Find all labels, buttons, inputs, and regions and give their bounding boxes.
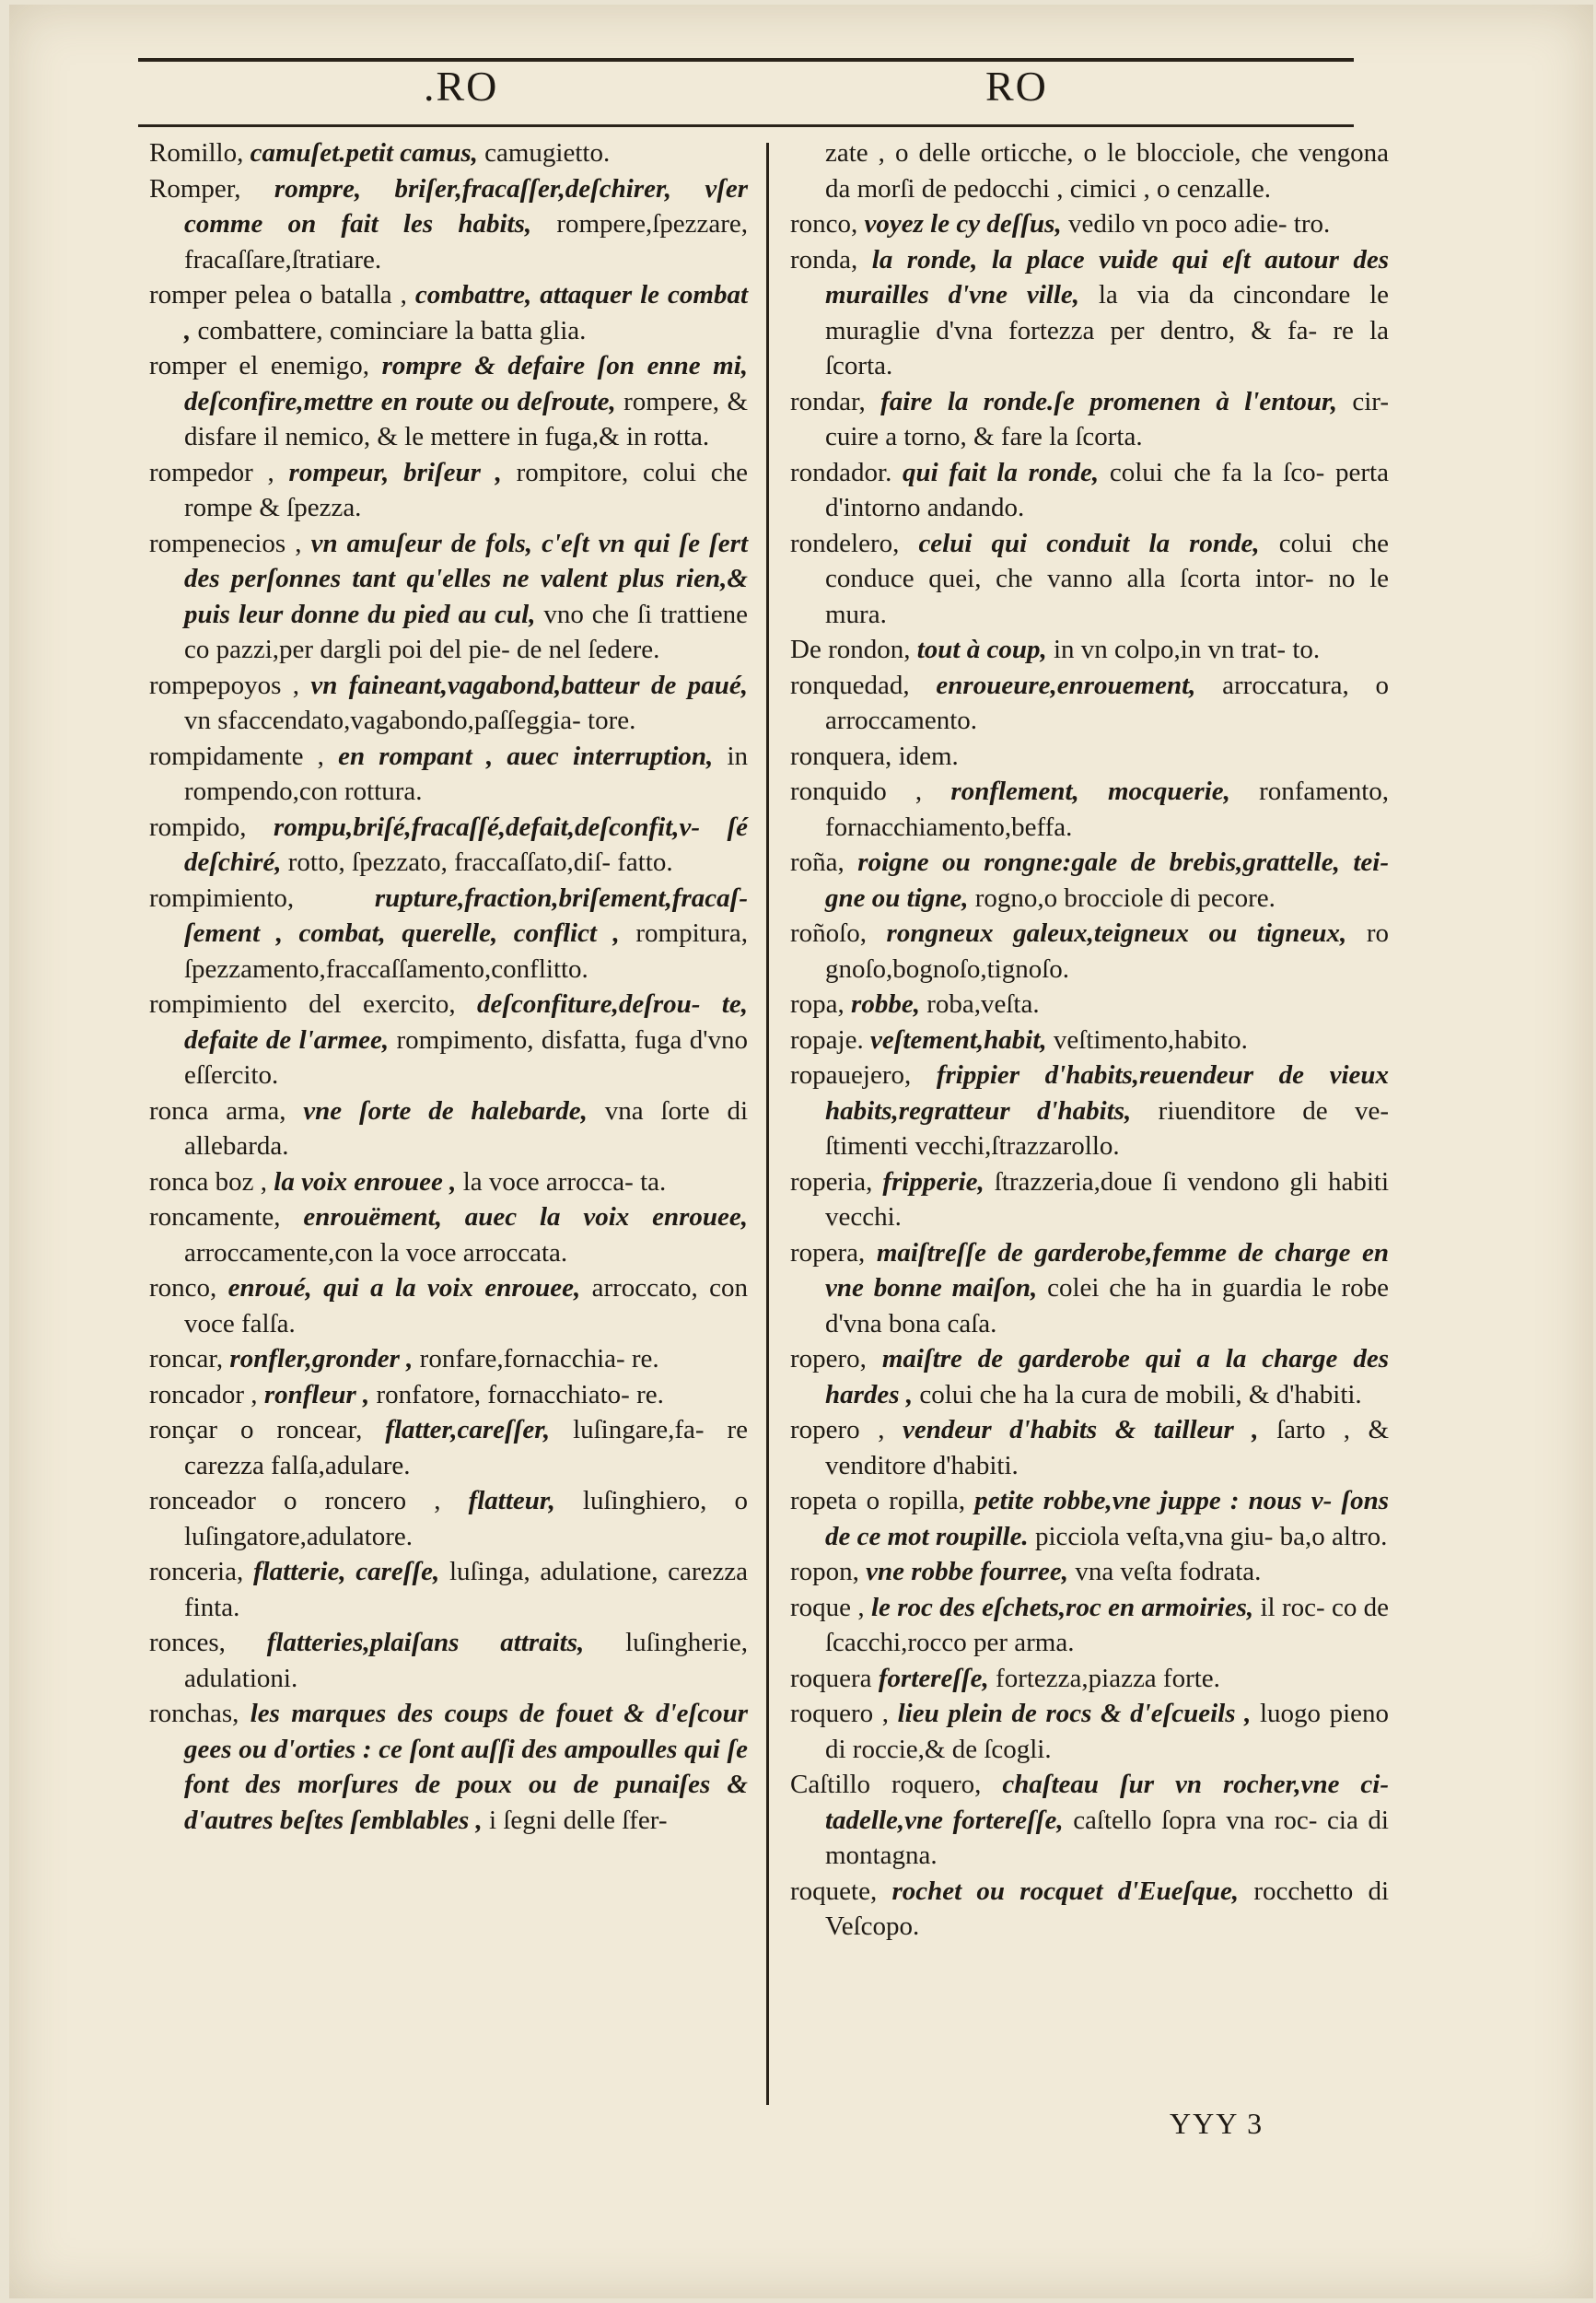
entry-headword: romper pelea o batalla , bbox=[149, 280, 407, 310]
entry-headword: Romper, bbox=[149, 173, 241, 204]
entry-headword: rondelero, bbox=[790, 528, 900, 558]
entry-headword: ropaje. bbox=[790, 1024, 864, 1055]
entry-headword: ropero , bbox=[790, 1415, 885, 1444]
entry-italian: arroccamente,con la voce arroccata. bbox=[184, 1237, 568, 1268]
entry-italian: zate , o delle orticche, o le blocciole, che vengona da morſi de pedocchi , cimici , o cenzalle. bbox=[825, 138, 1389, 204]
left-column bbox=[149, 135, 748, 1838]
entry-headword: roñoſo, bbox=[790, 918, 867, 948]
entry-italian: colui che ha la cura de mobili, & d'habiti. bbox=[919, 1379, 1362, 1409]
entry-french: faire la ronde.ſe promenen à l'entour, bbox=[880, 386, 1337, 416]
dictionary-entry bbox=[149, 277, 748, 348]
entry-headword: ronco, bbox=[790, 209, 858, 239]
dictionary-entry bbox=[790, 668, 1389, 739]
dictionary-entry bbox=[790, 384, 1389, 455]
entry-french: maiſtre de garderobe qui a la charge des hardes , bbox=[825, 1344, 1390, 1409]
dictionary-entry bbox=[149, 1377, 748, 1413]
dictionary-entry bbox=[790, 1235, 1389, 1342]
dictionary-entry bbox=[790, 1590, 1389, 1661]
entry-french: fortereſſe, bbox=[878, 1663, 989, 1693]
entry-italian: picciola veſta,vna giu- ba,o altro. bbox=[1034, 1521, 1388, 1551]
dictionary-entry bbox=[149, 881, 748, 988]
dictionary-entry bbox=[149, 1341, 748, 1377]
entry-headword: ropera, bbox=[790, 1237, 866, 1268]
entry-headword: ronco, bbox=[149, 1273, 217, 1303]
entry-headword: ropa, bbox=[790, 989, 845, 1019]
entry-french: rochet ou rocquet d'Eueſque, bbox=[891, 1876, 1240, 1906]
entry-headword: ronquedad, bbox=[790, 670, 910, 700]
entry-headword: ropon, bbox=[790, 1557, 859, 1586]
entry-headword: rompedor , bbox=[149, 457, 274, 487]
entry-french: veſtement,habit, bbox=[869, 1024, 1047, 1055]
dictionary-entry bbox=[790, 1554, 1389, 1590]
entry-french: lieu plein de rocs & d'eſcueils , bbox=[897, 1699, 1252, 1728]
entry-italian: la voce arrocca- ta. bbox=[462, 1166, 667, 1197]
dictionary-entry bbox=[790, 1412, 1389, 1483]
entry-headword: De rondon, bbox=[790, 635, 911, 664]
entry-headword: ronceador o roncero , bbox=[149, 1486, 441, 1515]
entry-french: petite robbe,vne juppe : nous v- ſons de ce mot roupille. bbox=[825, 1486, 1389, 1551]
entry-headword: ronces, bbox=[149, 1628, 226, 1657]
entry-italian: ronfatore, fornacchiato- re. bbox=[376, 1379, 664, 1409]
entry-italian: fortezza,piazza forte. bbox=[996, 1663, 1220, 1693]
entry-headword: ronçar o roncear, bbox=[149, 1415, 363, 1444]
entry-french: le roc des eſchets,roc en armoiries, bbox=[870, 1592, 1254, 1622]
entry-french: la voix enrouee , bbox=[274, 1166, 457, 1197]
book-page bbox=[9, 5, 1593, 2298]
entry-headword: rompido, bbox=[149, 812, 247, 842]
entry-headword: ronceria, bbox=[149, 1557, 244, 1586]
entry-headword: ronquido , bbox=[790, 777, 923, 806]
dictionary-entry bbox=[790, 1164, 1389, 1235]
entry-headword: Caſtillo roquero, bbox=[790, 1770, 982, 1799]
dictionary-entry bbox=[790, 526, 1389, 633]
dictionary-entry bbox=[790, 916, 1389, 987]
entry-italian: rompere, & disfare il nemico, & le mettere in fuga,& in rotta. bbox=[184, 386, 748, 451]
dictionary-entry bbox=[149, 171, 748, 278]
entry-headword: ropeta o ropilla, bbox=[790, 1486, 966, 1515]
entry-french: ronfleur , bbox=[263, 1379, 370, 1409]
running-head-left: .RO bbox=[424, 63, 499, 110]
entry-italian: cir- cuire a torno, & fare la ſcorta. bbox=[825, 386, 1390, 451]
dictionary-entry bbox=[149, 1554, 748, 1625]
entry-headword: rompenecios , bbox=[149, 528, 302, 558]
entry-french: frippier d'habits,reuendeur de vieux habits,regratteur d'habits, bbox=[825, 1060, 1390, 1126]
dictionary-entry bbox=[790, 774, 1389, 845]
entry-french: chaſteau ſur vn rocher,vne ci- tadelle,vne fortereſſe, bbox=[825, 1770, 1389, 1835]
entry-italian: ronfamento, fornacchiamento,beffa. bbox=[825, 777, 1390, 842]
entry-italian: colei che ha in guardia le robe d'vna bona caſa. bbox=[825, 1273, 1389, 1339]
entry-italian: rocchetto di Veſcopo. bbox=[825, 1876, 1389, 1941]
entry-french: rompeur, briſeur , bbox=[288, 457, 502, 487]
entry-italian: in rompendo,con rottura. bbox=[184, 741, 748, 806]
entry-italian: vn sfaccendato,vagabondo,paſſeggia- tore. bbox=[184, 706, 636, 735]
entry-french: camuſet.petit camus, bbox=[250, 138, 478, 168]
dictionary-entry bbox=[149, 1093, 748, 1164]
entry-italian: rompimento, disfatta, fuga d'vno eſſercito. bbox=[184, 1024, 749, 1090]
entry-french: enrouëment, auec la voix enrouee, bbox=[303, 1202, 748, 1232]
entry-italian: vno che ſi trattiene co pazzi,per dargli poi del pie- de nel ſedere. bbox=[184, 599, 749, 664]
dictionary-entry bbox=[790, 987, 1389, 1023]
entry-italian: luſingherie, adulationi. bbox=[184, 1628, 748, 1693]
column-divider bbox=[766, 143, 769, 2105]
entry-italian: la via da cincondare le muraglie d'vna fortezza per dentro, & fa- re la ſcorta. bbox=[825, 280, 1390, 380]
entry-italian: ſtrazzeria,doue ſi vendono gli habiti vecchi. bbox=[825, 1166, 1390, 1232]
dictionary-entry bbox=[149, 739, 748, 810]
dictionary-entry bbox=[149, 1270, 748, 1341]
dictionary-entry bbox=[790, 1341, 1389, 1412]
entry-french: celui qui conduit la ronde, bbox=[918, 528, 1260, 558]
entry-french: flatteur, bbox=[468, 1486, 555, 1515]
entry-french: rompu,briſé,fracaſſé,defait,deſconfit,v- ſé deſchiré, bbox=[184, 812, 748, 877]
entry-french: la ronde, la place vuide qui eſt autour des murailles d'vne ville, bbox=[825, 244, 1389, 310]
dictionary-entry bbox=[149, 810, 748, 881]
entry-italian: ſarto , & venditore d'habiti. bbox=[825, 1415, 1390, 1480]
dictionary-entry bbox=[790, 1058, 1389, 1164]
dictionary-entry bbox=[790, 632, 1389, 668]
entry-french: les marques des coups de fouet & d'eſcour gees ou d'orties : ce ſont auſſi des ampoulles qui ſe font des morſures de poux ou de punaiſes & d'autres beſtes ſemblables , bbox=[184, 1699, 748, 1835]
signature-mark: YYY 3 bbox=[1170, 2107, 1264, 2140]
dictionary-entry bbox=[149, 455, 748, 526]
entry-headword: roña, bbox=[790, 848, 845, 877]
dictionary-entry bbox=[790, 206, 1389, 242]
entry-headword: rompidamente , bbox=[149, 741, 324, 771]
entry-french: deſconfiture,deſrou- te, defaite de l'armee, bbox=[184, 989, 748, 1055]
entry-headword: rompimiento del exercito, bbox=[149, 989, 456, 1019]
entry-french: voyez le cy deſſus, bbox=[864, 209, 1062, 239]
entry-french: fripperie, bbox=[882, 1166, 984, 1197]
entry-italian: luſinghiero, o luſingatore,adulatore. bbox=[184, 1486, 748, 1551]
dictionary-entry bbox=[790, 1874, 1389, 1945]
entry-french: vne robbe fourree, bbox=[866, 1557, 1069, 1586]
entry-italian: rotto, ſpezzato, fraccaſſato,diſ- fatto. bbox=[287, 848, 673, 877]
dictionary-entry bbox=[149, 526, 748, 668]
entry-headword: ropauejero, bbox=[790, 1060, 912, 1090]
dictionary-entry bbox=[149, 1164, 748, 1200]
entry-italian: caſtello ſopra vna roc- cia di montagna. bbox=[825, 1805, 1389, 1870]
entry-headword: roncador , bbox=[149, 1379, 258, 1409]
dictionary-entry bbox=[790, 845, 1389, 916]
dictionary-entry bbox=[790, 1483, 1389, 1554]
dictionary-entry bbox=[790, 1696, 1389, 1767]
entry-headword: ropero, bbox=[790, 1344, 867, 1374]
entry-italian: combattere, cominciare la batta glia. bbox=[197, 315, 587, 345]
dictionary-entry bbox=[149, 135, 748, 171]
dictionary-entry bbox=[149, 1483, 748, 1554]
entry-italian: luogo pieno di roccie,& de ſcogli. bbox=[825, 1699, 1390, 1764]
entry-italian: arroccato, con voce falſa. bbox=[184, 1273, 748, 1339]
entry-french: vn faineant,vagabond,batteur de paué, bbox=[310, 670, 748, 700]
entry-french: roigne ou rongne:gale de brebis,grattelle, tei- gne ou tigne, bbox=[825, 848, 1389, 913]
entry-headword: roquete, bbox=[790, 1876, 878, 1906]
dictionary-entry bbox=[790, 1661, 1389, 1697]
entry-italian: riuenditore de ve- ſtimenti vecchi,ſtrazzarollo. bbox=[825, 1095, 1389, 1161]
entry-french: flatter,careſſer, bbox=[385, 1415, 551, 1444]
entry-headword: roncamente, bbox=[149, 1202, 281, 1232]
entry-french: tout à coup, bbox=[916, 635, 1047, 664]
entry-headword: roncar, bbox=[149, 1344, 224, 1374]
entry-italian: ronfare,fornacchia- re. bbox=[419, 1344, 659, 1374]
dictionary-entry bbox=[790, 135, 1389, 206]
entry-italian: camugietto. bbox=[484, 138, 611, 168]
dictionary-entry bbox=[149, 668, 748, 739]
entry-italian: roba,veſta. bbox=[926, 989, 1040, 1019]
entry-french: flatterie, careſſe, bbox=[252, 1557, 440, 1586]
entry-italian: il roc- co de ſcacchi,rocco per arma. bbox=[825, 1592, 1390, 1657]
entry-french: vn amuſeur de fols, c'eſt vn qui ſe ſert des perſonnes tant qu'elles ne valent plus rien,& puis leur donne du pied au cul, bbox=[184, 528, 749, 629]
entry-french: combattre, attaquer le combat , bbox=[184, 280, 749, 345]
running-head-right: RO bbox=[985, 63, 1048, 110]
entry-french: robbe, bbox=[851, 989, 920, 1019]
entry-italian: rompitura, ſpezzamento,fraccaſſamento,conflitto. bbox=[184, 918, 748, 984]
entry-french: vne ſorte de halebarde, bbox=[303, 1095, 588, 1126]
entry-italian: luſinga, adulatione, carezza finta. bbox=[184, 1557, 749, 1622]
entry-italian: colui che conduce quei, che vanno alla ſcorta intor- no le mura. bbox=[825, 528, 1390, 629]
entry-headword: ronquera, bbox=[790, 741, 892, 771]
entry-italian: veſtimento,habito. bbox=[1053, 1024, 1248, 1055]
entry-headword: ronchas, bbox=[149, 1699, 239, 1728]
dictionary-entry bbox=[790, 242, 1389, 384]
entry-french: flatteries,plaiſans attraits, bbox=[266, 1628, 585, 1657]
dictionary-entry bbox=[149, 1625, 748, 1696]
entry-headword: roquera bbox=[790, 1663, 872, 1693]
entry-french: rompre & defaire ſon enne mi, deſconfire,mettre en route ou deſroute, bbox=[184, 351, 749, 416]
entry-french: ronfler,gronder , bbox=[229, 1344, 414, 1374]
entry-headword: Romillo, bbox=[149, 138, 244, 168]
entry-headword: ronca arma, bbox=[149, 1095, 286, 1126]
entry-french: ronflement, mocquerie, bbox=[950, 777, 1230, 806]
entry-headword: ronda, bbox=[790, 244, 858, 275]
entry-italian: vedilo vn poco adie- tro. bbox=[1067, 209, 1331, 239]
entry-italian: vna ſorte di allebarda. bbox=[184, 1095, 749, 1161]
entry-french: enroueure,enrouement, bbox=[936, 670, 1196, 700]
dictionary-entry bbox=[149, 348, 748, 455]
entry-french: vendeur d'habits & tailleur , bbox=[902, 1415, 1259, 1444]
dictionary-entry bbox=[149, 1412, 748, 1483]
entry-italian: idem. bbox=[898, 741, 959, 771]
entry-italian: rogno,o brocciole di pecore. bbox=[974, 883, 1276, 913]
entry-french: rupture,fraction,briſement,fracaſ- ſement , combat, querelle, conflict , bbox=[184, 883, 748, 948]
top-rule bbox=[138, 58, 1354, 62]
entry-headword: ronca boz , bbox=[149, 1166, 268, 1197]
dictionary-entry bbox=[149, 1199, 748, 1270]
dictionary-entry bbox=[790, 739, 1389, 775]
entry-headword: roquero , bbox=[790, 1699, 890, 1728]
entry-french: rompre, briſer,fracaſſer,deſchirer, vſer comme on fait les habits, bbox=[184, 173, 749, 239]
entry-french: qui fait la ronde, bbox=[903, 457, 1100, 487]
dictionary-entry bbox=[790, 1767, 1389, 1874]
entry-headword: romper el enemigo, bbox=[149, 351, 369, 380]
entry-french: en rompant , auec interruption, bbox=[338, 741, 714, 771]
entry-headword: rondar, bbox=[790, 386, 866, 416]
header-rule bbox=[138, 124, 1354, 127]
entry-italian: in vn colpo,in vn trat- to. bbox=[1053, 635, 1321, 664]
right-column bbox=[790, 135, 1389, 1945]
entry-headword: roperia, bbox=[790, 1166, 873, 1197]
entry-italian: arroccatura, o arroccamento. bbox=[825, 670, 1390, 735]
entry-french: enroué, qui a la voix enrouee, bbox=[227, 1273, 581, 1303]
entry-headword: rompimiento, bbox=[149, 883, 295, 913]
dictionary-entry bbox=[790, 455, 1389, 526]
entry-italian: colui che fa la ſco- perta d'intorno andando. bbox=[825, 457, 1389, 522]
entry-italian: ro gnoſo,bognoſo,tignoſo. bbox=[825, 918, 1390, 984]
dictionary-entry bbox=[149, 987, 748, 1093]
entry-headword: rondador. bbox=[790, 457, 892, 487]
entry-italian: vna veſta fodrata. bbox=[1075, 1557, 1262, 1586]
dictionary-entry bbox=[149, 1696, 748, 1838]
entry-italian: rompere,ſpezzare, fracaſſare,ſtratiare. bbox=[184, 209, 749, 275]
entry-italian: luſingare,fa- re carezza falſa,adulare. bbox=[184, 1415, 749, 1480]
entry-french: rongneux galeux,teigneux ou tigneux, bbox=[886, 918, 1347, 948]
entry-headword: rompepoyos , bbox=[149, 670, 300, 700]
entry-headword: roque , bbox=[790, 1592, 865, 1622]
entry-italian: rompitore, colui che rompe & ſpezza. bbox=[184, 457, 748, 522]
entry-italian: i ſegni delle ſfer- bbox=[489, 1805, 668, 1835]
entry-french: maiſtreſſe de garderobe,femme de charge en vne bonne maiſon, bbox=[825, 1237, 1390, 1303]
dictionary-entry bbox=[790, 1023, 1389, 1058]
